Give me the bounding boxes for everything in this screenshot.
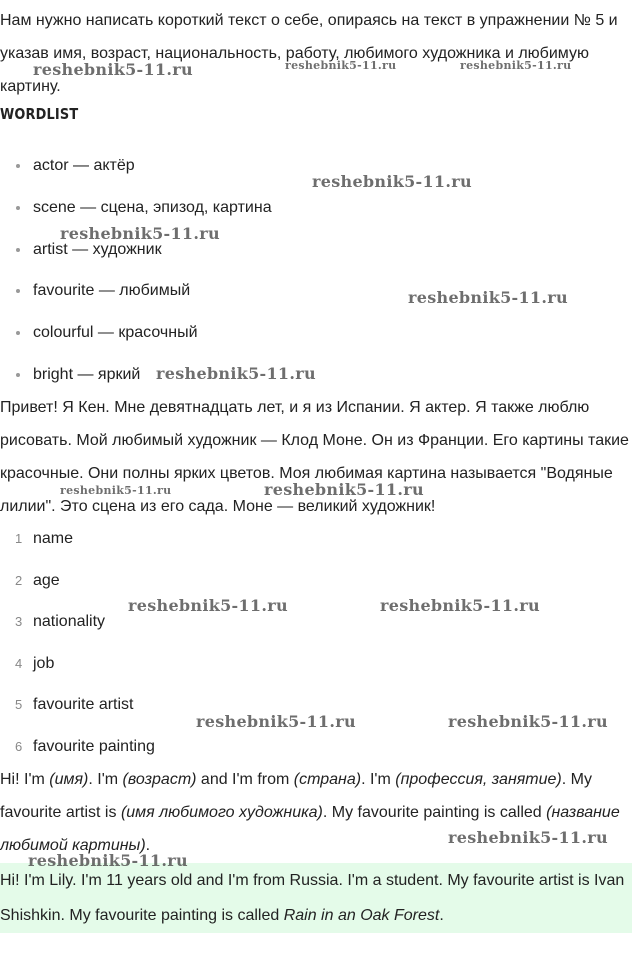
placeholder-age: (возраст) bbox=[122, 771, 197, 788]
placeholder-name: (имя) bbox=[49, 771, 89, 788]
watermark: reshebnik5-11.ru bbox=[196, 712, 356, 731]
answer-painting: Rain in an Oak Forest bbox=[283, 907, 440, 924]
item-number: 4 bbox=[15, 656, 23, 671]
bullet-icon bbox=[16, 331, 20, 335]
wordlist-item: bright — яркий bbox=[33, 366, 141, 383]
watermark: reshebnik5-11.ru bbox=[33, 60, 193, 79]
watermark: reshebnik5-11.ru bbox=[448, 828, 608, 847]
watermark: reshebnik5-11.ru bbox=[380, 596, 540, 615]
watermark: reshebnik5-11.ru bbox=[60, 484, 172, 497]
question-label: name bbox=[33, 530, 74, 547]
bullet-icon bbox=[16, 289, 20, 293]
placeholder-painting: (название любимой картины) bbox=[0, 804, 620, 854]
answer-body: Hi! I'm Lily. I'm 11 years old and I'm from Russia. I'm a student. My favourite artist is Ivan Shishkin. My favourite painting is called bbox=[0, 872, 625, 924]
watermark: reshebnik5-11.ru bbox=[28, 851, 188, 870]
watermark: reshebnik5-11.ru bbox=[128, 596, 288, 615]
wordlist-item: favourite — любимый bbox=[33, 282, 191, 299]
answer-text bbox=[0, 863, 630, 933]
watermark: reshebnik5-11.ru bbox=[408, 288, 568, 307]
wordlist-title: WORDLIST bbox=[0, 105, 79, 123]
question-label: nationality bbox=[33, 613, 106, 630]
template-part: . I'm bbox=[361, 771, 396, 788]
item-number: 6 bbox=[15, 739, 23, 754]
watermark: reshebnik5-11.ru bbox=[285, 59, 397, 72]
item-number: 2 bbox=[15, 573, 23, 588]
watermark: reshebnik5-11.ru bbox=[448, 712, 608, 731]
answer-end: . bbox=[439, 907, 444, 924]
russian-text: Привет! Я Кен. Мне девятнадцать лет, и я из Испании. Я актер. Я также люблю рисовать. Мой любимый художник — Клод Моне. Он из Франции. Его картины такие красочные. Они полны ярких цветов. Моя любимая картина называется "Водяные лилии". Это сцена из его сада. Моне — великий художник! bbox=[0, 399, 629, 515]
template-text bbox=[0, 763, 630, 862]
wordlist-item: scene — сцена, эпизод, картина bbox=[33, 199, 272, 216]
item-number: 5 bbox=[15, 697, 23, 712]
question-label: favourite painting bbox=[33, 738, 155, 755]
question-label: age bbox=[33, 572, 60, 589]
bullet-icon bbox=[16, 248, 20, 252]
placeholder-job: (профессия, занятие) bbox=[395, 771, 562, 788]
item-number: 1 bbox=[15, 531, 23, 546]
template-part: Hi! I'm bbox=[0, 771, 50, 788]
template-part: . bbox=[145, 837, 151, 854]
question-label: job bbox=[33, 655, 55, 672]
wordlist-item: artist — художник bbox=[33, 241, 162, 258]
placeholder-country: (страна) bbox=[293, 771, 362, 788]
item-number: 3 bbox=[15, 614, 23, 629]
bullet-icon bbox=[16, 164, 20, 168]
watermark: reshebnik5-11.ru bbox=[460, 59, 572, 72]
watermark: reshebnik5-11.ru bbox=[60, 224, 220, 243]
template-part: . I'm bbox=[88, 771, 123, 788]
answer-box bbox=[0, 863, 632, 933]
wordlist-item: actor — актёр bbox=[33, 157, 135, 174]
question-label: favourite artist bbox=[33, 696, 134, 713]
template-part: . My favourite artist is bbox=[0, 771, 592, 821]
watermark: reshebnik5-11.ru bbox=[312, 172, 472, 191]
placeholder-artist: (имя любимого художника) bbox=[120, 804, 323, 821]
wordlist-item: colourful — красочный bbox=[33, 324, 198, 341]
watermark: reshebnik5-11.ru bbox=[264, 480, 424, 499]
intro-text: Нам нужно написать короткий текст о себе, опираясь на текст в упражнении № 5 и указав имя, возраст, национальность, работу, любимого художника и любимую картину. bbox=[0, 12, 618, 95]
watermark: reshebnik5-11.ru bbox=[156, 364, 316, 383]
bullet-icon bbox=[16, 373, 20, 377]
bullet-icon bbox=[16, 206, 20, 210]
template-part: and I'm from bbox=[196, 771, 294, 788]
template-part: . My favourite painting is called bbox=[322, 804, 547, 821]
